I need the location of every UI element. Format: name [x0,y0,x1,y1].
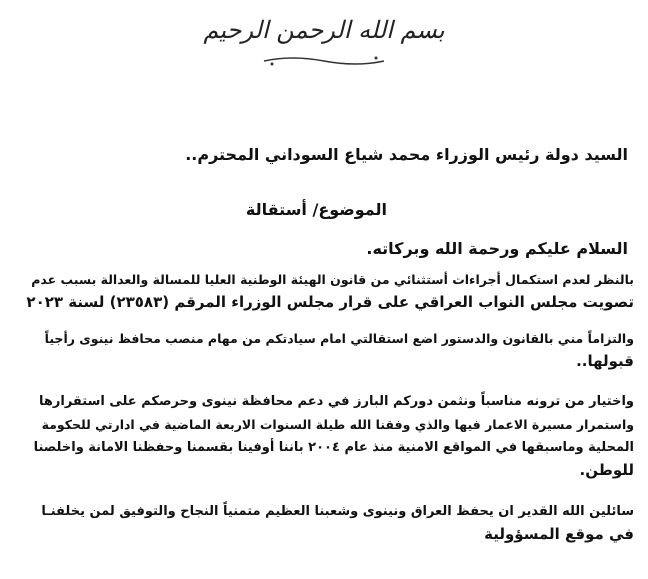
recipient-line: السيد دولة رئيس الوزراء محمد شياع السوداني المحترم.. [185,145,628,164]
paragraph-line: بالنظر لعدم استكمال أجراءات أستثنائي من قانون الهيئة الوطنية العليا للمسالة والعدالة بسبب عدم [31,272,634,287]
paragraph-line: سائلين الله القدير ان يحفظ العراق ونينوى وشعبنا العظيم متمنياً النجاح والتوفيق لمن يخلفنـا [41,504,634,519]
paragraph-line: قبولها.. [576,352,634,370]
paragraph-line: والتزاماً مني بالقانون والدستور اضع استقالتي امام سيادتكم من مهام منصب محافظ نينوى رأجياً [44,331,634,346]
paragraph-line: واستمرار مسيرة الاعمار فيها والذي وفقنا الله طيلة السنوات الاربعة الماضية في ادارتي للحكومة [41,417,634,432]
paragraph-appreciation [22,390,634,482]
basmala-flourish [262,54,386,68]
paragraph-reason [22,268,634,314]
paragraph-resignation [22,327,634,373]
greeting-line: السلام عليكم ورحمة الله وبركاته. [366,239,628,258]
subject-line: الموضوع/ أستقالة [245,200,387,219]
paragraph-closing [22,500,634,546]
paragraph-line: المحلية وماسبقها في المواقع الامنية منذ عام ٢٠٠٤ باننا أوفينا بقسمنا وحفظنا الامانة واخلصنا [33,440,634,455]
paragraph-line: تصويت مجلس النواب العراقي على قرار مجلس الوزراء المرقم (٢٣٥٨٣) لسنة ٢٠٢٣ [26,293,634,311]
paragraph-line: واختيار من ترونه مناسباً ونثمن دوركم البارز في دعم محافظة نينوى وحرصكم على استقرارها [38,394,634,409]
basmala-calligraphy: بسم الله الرحمن الرحيم [203,16,445,44]
paragraph-line: للوطن. [579,461,634,479]
paragraph-line: في موقع المسؤولية [484,525,634,543]
